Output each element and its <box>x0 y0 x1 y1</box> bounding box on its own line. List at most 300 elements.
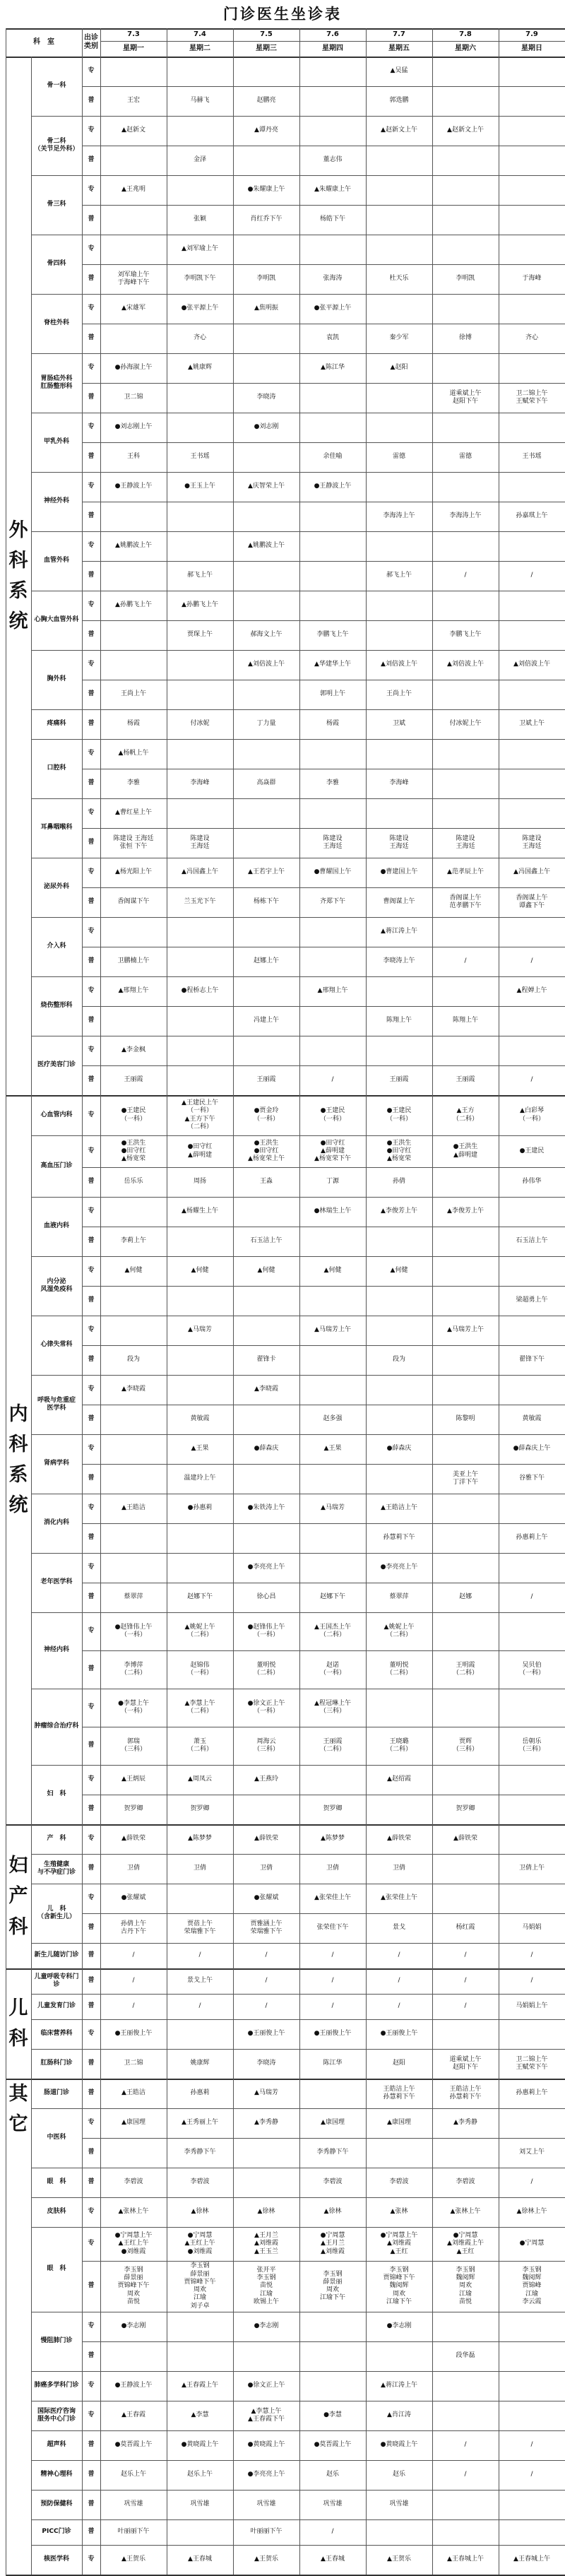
doctor-cell <box>366 146 432 175</box>
visit-type: 普 <box>88 1865 95 1872</box>
doctor-cell: 李碧波 <box>389 2178 409 2186</box>
doctor-cell: ▲周凤云 <box>188 1776 212 1783</box>
doctor-cell <box>499 472 565 502</box>
doctor-cell: ▲王皓洁上午 <box>381 1504 417 1512</box>
doctor-cell <box>233 502 299 531</box>
department-name: 心胸大血管外科 <box>34 616 79 624</box>
grid-line <box>31 2227 565 2228</box>
doctor-cell: ▲王贺乐 <box>387 2556 411 2563</box>
doctor-cell <box>299 235 366 264</box>
visit-type: 普 <box>88 2149 95 2156</box>
doctor-cell: / <box>464 957 467 965</box>
doctor-cell: 道乘斌上午 赵阳下午 <box>449 389 482 405</box>
department-name: 医疗美容门诊 <box>37 1061 76 1069</box>
department-name: 脊柱外科 <box>43 319 69 327</box>
doctor-cell: 陈建设 王海廷 张恒 下午 <box>113 834 154 850</box>
grid-line <box>31 1765 565 1766</box>
doctor-cell <box>167 57 233 86</box>
doctor-cell <box>299 413 366 442</box>
doctor-cell: 李博萍 （二科） <box>120 1661 146 1677</box>
doctor-cell <box>499 2490 565 2519</box>
header-dept-label: 科 室 <box>33 37 54 46</box>
department-name: 新生儿随访门诊 <box>34 1951 79 1959</box>
doctor-cell <box>299 2371 366 2401</box>
doctor-cell: 李玉钢 薛景丽 贾锦峰下午 周欢 江瑜 刘子卓 <box>184 2262 216 2310</box>
doctor-cell: ●王建民 （一科） <box>120 1107 146 1123</box>
doctor-cell <box>366 2519 432 2545</box>
doctor-cell: 杨霞 <box>326 720 339 728</box>
doctor-cell: 张开平 李玉钢 苗悦 江瑜 欧锡上午 <box>253 2266 279 2305</box>
doctor-cell: ▲冯国鑫上午 <box>182 868 218 876</box>
visit-type: 普 <box>88 1356 95 1364</box>
doctor-cell <box>432 1523 499 1553</box>
doctor-cell: 卫倩 <box>259 1865 273 1872</box>
doctor-cell: ▲李晓霞 <box>254 1386 278 1393</box>
doctor-cell: 贾蓓上午 荣瑞雅下午 <box>184 1920 216 1935</box>
visit-type: 专 <box>88 809 95 817</box>
doctor-cell: 李晓涛 <box>256 2060 276 2067</box>
department-name: 核医学科 <box>43 2556 69 2563</box>
doctor-cell: 付冰妮 <box>190 720 210 728</box>
doctor-cell: 杨皓下午 <box>319 215 345 223</box>
grid-line <box>82 1065 565 1066</box>
visit-type: 专 <box>88 1207 95 1215</box>
doctor-cell <box>299 2079 366 2108</box>
doctor-cell: 卫倩 <box>126 1865 140 1872</box>
doctor-cell: / <box>331 1977 334 1985</box>
visit-type: 专 <box>88 1326 95 1334</box>
doctor-cell: ●莫晋霞上午 <box>114 2441 153 2449</box>
doctor-cell: 肖红乔下午 <box>250 215 282 223</box>
visit-type: 普 <box>88 1017 95 1024</box>
doctor-cell: / <box>464 2441 467 2449</box>
visit-type: 专 <box>88 2208 95 2216</box>
doctor-cell: 李海涛上午 <box>449 512 482 520</box>
doctor-cell: 翟锋卡 <box>256 1356 276 1364</box>
doctor-cell <box>432 591 499 620</box>
category-char: 产 <box>8 1885 28 1908</box>
doctor-cell: 李鹏飞上午 <box>449 631 482 639</box>
doctor-cell <box>499 1795 565 1824</box>
visit-type: 普 <box>88 779 95 787</box>
doctor-cell: ▲王国杰上午 （二科） <box>314 1623 351 1638</box>
doctor-cell: ●黄晓霞上午 <box>380 2441 418 2449</box>
doctor-cell <box>499 2108 565 2138</box>
doctor-cell: / <box>530 957 533 965</box>
doctor-cell: ▲徐林 <box>191 2208 209 2216</box>
grid-line <box>31 1943 565 1944</box>
doctor-cell: ▲蒋江涛上午 <box>381 2382 417 2389</box>
grid-line <box>82 264 565 265</box>
doctor-cell <box>366 205 432 235</box>
visit-type: 专 <box>88 1894 95 1902</box>
header-date: 7.4 <box>194 30 206 38</box>
doctor-cell <box>167 1227 233 1256</box>
grid-line <box>82 828 565 829</box>
doctor-cell: 孙慧莉下午 <box>383 1534 415 1542</box>
grid-line <box>31 2519 565 2520</box>
visit-type: 专 <box>88 2030 95 2038</box>
doctor-cell: 赵娜 <box>458 1593 472 1601</box>
doctor-cell: 李海峰 <box>389 779 409 787</box>
doctor-cell: ▲何健 <box>124 1267 143 1275</box>
doctor-cell <box>366 1689 432 1727</box>
doctor-cell: ▲王燕玲 <box>254 1776 278 1783</box>
grid-line <box>82 1167 565 1168</box>
doctor-cell: 蔡翠萍 <box>389 1593 409 1601</box>
doctor-cell: ●王建民 （一科） <box>319 1107 345 1123</box>
doctor-cell <box>432 1612 499 1650</box>
doctor-cell <box>233 591 299 620</box>
visit-type: 普 <box>88 572 95 579</box>
grid-line <box>82 887 565 888</box>
doctor-cell: ▲孙鹏飞上午 <box>182 601 218 609</box>
grid-line <box>31 1197 565 1198</box>
doctor-cell <box>167 798 233 828</box>
doctor-cell <box>233 235 299 264</box>
department-name: 中医科 <box>47 2134 66 2141</box>
doctor-cell: ●王玉上午 <box>184 483 215 490</box>
doctor-cell: ●李亮亮上午 <box>247 2471 285 2478</box>
doctor-cell: ●李慧 <box>323 2411 342 2419</box>
doctor-cell <box>499 1316 565 1345</box>
doctor-cell: 雷德 <box>392 453 405 461</box>
doctor-cell: 香阁谋下午 <box>117 898 150 906</box>
header-type-label: 出诊 类别 <box>84 33 98 50</box>
grid-line <box>31 1854 565 1855</box>
doctor-cell: 李秀静下午 <box>316 2149 349 2156</box>
doctor-cell: ●王静波上午 <box>314 483 352 490</box>
grid-line <box>82 86 565 87</box>
doctor-cell <box>366 620 432 650</box>
doctor-cell: ▲肖江涛 <box>387 2411 411 2419</box>
doctor-cell: 翟锋下午 <box>518 1356 545 1364</box>
doctor-cell <box>233 1197 299 1227</box>
visit-type: 普 <box>88 690 95 698</box>
category-char: 科 <box>8 549 28 572</box>
doctor-cell: 卫斌上午 <box>518 720 545 728</box>
doctor-cell: / <box>198 2002 201 2010</box>
doctor-cell: 马娟娟上午 <box>516 2002 548 2010</box>
doctor-cell: ●宁周慧 ▲王红上午 ●刘维霞 <box>184 2232 215 2255</box>
doctor-cell: 陈翔上午 <box>386 1017 412 1024</box>
visit-type: 普 <box>88 2500 95 2508</box>
doctor-cell: 卫倩 <box>392 1865 405 1872</box>
grid-line <box>233 28 234 2575</box>
visit-type: 普 <box>88 1951 95 1959</box>
doctor-cell: ●林瑞生上午 <box>314 1207 352 1215</box>
doctor-cell: ▲薛铁荣 <box>254 1835 278 1843</box>
doctor-cell: ▲焦明振 <box>254 305 278 312</box>
doctor-cell <box>499 1006 565 1036</box>
grid-line <box>82 2341 565 2342</box>
doctor-cell: ●黄晓霞上午 <box>181 2441 219 2449</box>
doctor-cell: 郝飞上午 <box>186 572 213 579</box>
doctor-cell <box>233 1405 299 1434</box>
doctor-cell <box>499 620 565 650</box>
doctor-cell: ▲曹红星上午 <box>115 809 152 817</box>
doctor-cell: / <box>530 1593 533 1601</box>
doctor-cell <box>233 798 299 828</box>
doctor-cell <box>432 2019 499 2049</box>
doctor-cell <box>100 1405 167 1434</box>
doctor-cell <box>499 591 565 620</box>
doctor-cell: 巩雪雄 <box>323 2500 343 2508</box>
doctor-cell: 景戈上午 <box>186 1977 213 1985</box>
doctor-cell: ▲赵新文上午 <box>381 126 417 134</box>
header-date: 7.7 <box>393 30 405 38</box>
doctor-cell: 徐博 <box>458 334 472 342</box>
doctor-cell: 刘军瑜上午 于海峰下午 <box>117 271 150 286</box>
department-name: 烧伤整形科 <box>40 1002 73 1010</box>
doctor-cell <box>299 57 366 86</box>
visit-type: 专 <box>88 2119 95 2127</box>
visit-type: 普 <box>88 97 95 105</box>
category-char: 统 <box>8 610 28 633</box>
header-date: 7.6 <box>326 30 339 38</box>
visit-type: 专 <box>88 67 95 75</box>
visit-type: 普 <box>88 1593 95 1601</box>
doctor-cell: 王科 <box>126 453 140 461</box>
department-name: 胸外科 <box>47 675 66 683</box>
doctor-cell: ▲李慧 <box>191 2411 209 2419</box>
doctor-cell <box>100 620 167 650</box>
doctor-cell: 秦少军 <box>389 334 409 342</box>
doctor-cell <box>233 828 299 858</box>
doctor-cell <box>233 353 299 383</box>
visit-type: 普 <box>88 1415 95 1423</box>
doctor-cell <box>366 383 432 413</box>
doctor-cell: 赵乐 <box>326 2471 339 2478</box>
visit-type: 专 <box>88 1147 95 1154</box>
doctor-cell: 巩雪雄 <box>389 2500 409 2508</box>
grid-line <box>31 2430 565 2431</box>
department-name: 精神心理科 <box>40 2471 73 2478</box>
header-weekday: 星期二 <box>189 44 210 52</box>
doctor-cell: 王丽霞 <box>256 1076 276 1084</box>
doctor-cell: 孙惠莉上午 <box>516 1534 548 1542</box>
doctor-cell: ●莫晋霞上午 <box>314 2441 352 2449</box>
doctor-cell: 王宏 <box>126 97 140 105</box>
visit-type: 专 <box>88 186 95 194</box>
doctor-cell <box>299 1286 366 1316</box>
doctor-cell: ▲姚鹏波上午 <box>115 542 152 550</box>
doctor-cell: ▲冯国鑫上午 <box>513 868 550 876</box>
doctor-cell: ▲范孝辰上午 <box>447 868 484 876</box>
doctor-cell <box>100 561 167 591</box>
doctor-cell <box>499 1689 565 1727</box>
doctor-cell <box>499 1197 565 1227</box>
doctor-cell <box>366 739 432 769</box>
department-name: 肠道门诊 <box>43 2089 69 2097</box>
department-name: 高血压门诊 <box>40 1162 73 1169</box>
doctor-cell: 王丽霞 <box>124 1076 143 1084</box>
category-char: 它 <box>8 2113 28 2136</box>
doctor-cell: 孙惠莉上午 <box>516 2089 548 2097</box>
header-weekday: 星期一 <box>123 44 144 52</box>
visit-type: 专 <box>88 423 95 431</box>
doctor-cell: ●贾金玲 （一科） <box>253 1107 279 1123</box>
category-group <box>6 57 31 1095</box>
visit-type: 普 <box>88 394 95 401</box>
doctor-cell <box>167 1553 233 1583</box>
doctor-cell: ▲张林上午 <box>118 2208 149 2216</box>
doctor-cell <box>432 294 499 324</box>
doctor-cell: ▲何健 <box>257 1267 275 1275</box>
doctor-cell: ▲刘倍波上午 <box>447 661 484 668</box>
department-name: 预防保健科 <box>40 2500 73 2508</box>
doctor-cell: / <box>198 1951 201 1959</box>
grid-line <box>31 1256 565 1257</box>
doctor-cell: 孙倩 <box>392 1178 405 1186</box>
doctor-cell: ●薛森庆 <box>254 1445 279 1453</box>
grid-line <box>82 1650 565 1651</box>
doctor-cell <box>299 917 366 947</box>
doctor-cell: 陈翔上午 <box>452 1017 478 1024</box>
doctor-cell <box>167 116 233 146</box>
doctor-cell: 齐心 <box>193 334 206 342</box>
doctor-cell <box>299 502 366 531</box>
doctor-cell: 李碧波 <box>323 2178 343 2186</box>
doctor-cell: 李海涛上午 <box>383 512 415 520</box>
doctor-cell: ▲王春霞 <box>121 2411 145 2419</box>
doctor-cell <box>432 146 499 175</box>
grid-line <box>31 739 565 740</box>
grid-line <box>432 28 433 2575</box>
doctor-cell <box>432 1884 499 1913</box>
doctor-cell <box>499 1612 565 1650</box>
doctor-cell: ▲薛铁荣 <box>453 1835 477 1843</box>
doctor-cell: ▲马瑞芳 <box>254 2089 278 2097</box>
grid-line <box>31 2490 565 2491</box>
doctor-cell: 张荣佳下午 <box>316 1924 349 1932</box>
doctor-cell: 董明悦 （二科） <box>253 1661 279 1677</box>
grid-line <box>6 1968 565 1970</box>
doctor-cell: 王丽霞 <box>456 1076 475 1084</box>
doctor-cell: 张颖 <box>193 215 206 223</box>
doctor-cell: ▲陈梦梦 <box>188 1835 212 1843</box>
doctor-cell: 巩雪雄 <box>190 2500 210 2508</box>
doctor-cell <box>167 2312 233 2341</box>
header-weekday: 星期五 <box>388 44 410 52</box>
doctor-cell <box>499 2312 565 2341</box>
doctor-cell <box>432 1345 499 1375</box>
doctor-cell <box>432 413 499 442</box>
doctor-cell: ●王洪生 ●田守红 ▲杨宽荣 <box>121 1139 146 1163</box>
department-name: 消化内科 <box>43 1519 69 1527</box>
doctor-cell: ●曹耀国上午 <box>314 868 352 876</box>
doctor-cell: 王书瑶 <box>190 453 210 461</box>
doctor-cell <box>233 1286 299 1316</box>
doctor-cell: ▲马瑞芳上午 <box>314 1326 351 1334</box>
grid-line <box>31 1612 565 1613</box>
doctor-cell: ●王静波上午 <box>114 483 153 490</box>
grid-line <box>82 205 565 206</box>
visit-type: 普 <box>88 1742 95 1749</box>
doctor-cell: ▲王春霞上午 <box>182 2382 218 2389</box>
doctor-cell <box>299 739 366 769</box>
doctor-cell <box>432 1854 499 1884</box>
doctor-cell <box>299 1375 366 1405</box>
visit-type: 专 <box>88 2382 95 2389</box>
doctor-cell: ●王洪生 ●田守红 ▲杨宽荣 <box>386 1139 412 1163</box>
doctor-cell: ●张平源上午 <box>314 305 352 312</box>
doctor-cell: ▲王若宇上午 <box>248 868 285 876</box>
grid-line <box>100 41 565 42</box>
doctor-cell: ▲李晓霞 <box>121 1386 145 1393</box>
doctor-cell: 卫倩 <box>326 1865 339 1872</box>
department-name: 眼 科 <box>47 2178 66 2186</box>
doctor-cell: / <box>331 2528 334 2536</box>
visit-type: 专 <box>88 1564 95 1571</box>
doctor-cell: 陈建设 王海廷 <box>522 834 542 850</box>
doctor-cell: ●李志刚 <box>254 2322 279 2330</box>
doctor-cell <box>100 1006 167 1036</box>
doctor-cell <box>299 1523 366 1553</box>
doctor-cell: / <box>265 1951 268 1959</box>
doctor-cell: 贾雅涵上午 荣瑞雅下午 <box>250 1920 282 1935</box>
grid-line <box>82 620 565 621</box>
doctor-cell: 袁凯 <box>326 334 339 342</box>
doctor-cell: 卫二锦 <box>124 394 143 401</box>
visit-type: 专 <box>88 2322 95 2330</box>
doctor-cell: ▲王果 <box>191 1445 209 1453</box>
doctor-cell: 郭瑞 （三科） <box>120 1737 146 1753</box>
grid-line <box>82 1464 565 1465</box>
doctor-cell: 李碧波 <box>190 2178 210 2186</box>
visit-type: 普 <box>88 2178 95 2186</box>
doctor-cell: ▲朱耀康上午 <box>314 186 351 194</box>
doctor-cell: ●刘志刚 <box>254 423 279 431</box>
category-char: 科 <box>8 2028 28 2050</box>
visit-type: 专 <box>88 245 95 253</box>
doctor-cell: ▲王兆明 <box>121 186 145 194</box>
doctor-cell: 梁超勇上午 <box>516 1296 548 1304</box>
doctor-cell: 于海峰 <box>522 275 542 283</box>
doctor-cell: ●赵锋伟上午 （一科） <box>114 1623 153 1638</box>
grid-line <box>31 2197 565 2198</box>
doctor-cell: 李海峰 <box>190 779 210 787</box>
doctor-cell: ▲马瑞芳 <box>321 1504 345 1512</box>
doctor-cell: ▲宋雄军 <box>121 305 145 312</box>
grid-line <box>100 28 101 2575</box>
doctor-cell: ●宁周慧 <box>519 2240 545 2247</box>
doctor-cell <box>299 798 366 828</box>
department-name: 血管外科 <box>43 557 69 565</box>
doctor-cell: 陈建设 王海廷 <box>190 834 210 850</box>
department-name: 骨四科 <box>47 260 66 268</box>
visit-type: 普 <box>88 1665 95 1673</box>
doctor-cell: ●徐文正上午 <box>247 2382 285 2389</box>
doctor-cell <box>499 235 565 264</box>
doctor-cell: ●薛森庆上午 <box>513 1445 551 1453</box>
grid-line <box>31 917 565 918</box>
doctor-cell <box>432 2519 499 2545</box>
doctor-cell: ●程桥志上午 <box>181 987 219 995</box>
doctor-cell: 李玉钢 贾锦峰下午 魏阅辉 周欢 江瑜下午 <box>383 2266 415 2305</box>
doctor-cell <box>499 769 565 798</box>
doctor-cell: ▲程冠琳上午 （三科） <box>314 1699 351 1715</box>
grid-line <box>31 353 565 354</box>
visit-type: 普 <box>88 1178 95 1186</box>
doctor-cell: 李雅 <box>126 779 140 787</box>
category-char: 统 <box>8 1494 28 1517</box>
doctor-cell <box>167 680 233 709</box>
department-name: 儿 科 （含新生儿） <box>37 1905 76 1920</box>
doctor-cell: 叶丽丽下午 <box>117 2528 150 2536</box>
doctor-cell <box>366 1375 432 1405</box>
doctor-cell: 董志伟 <box>323 156 343 164</box>
